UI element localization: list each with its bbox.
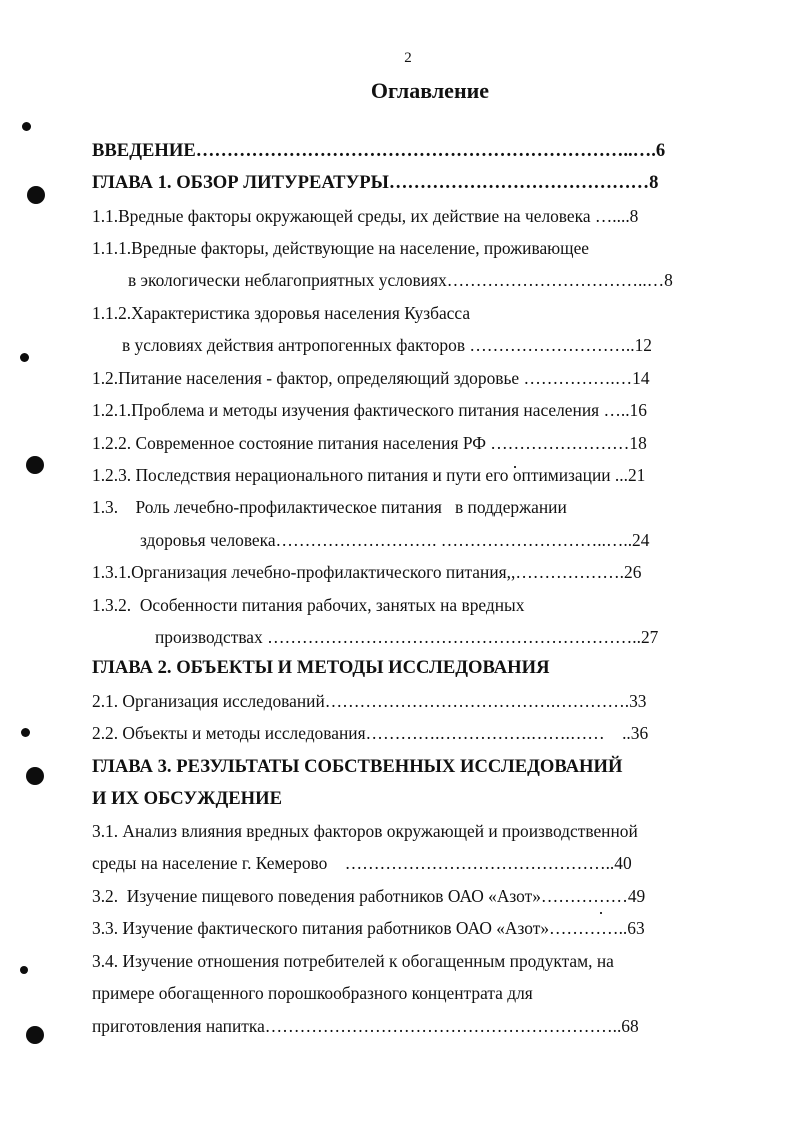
toc-entry-1-3-1[interactable]: 1.3.1.Организация лечебно-профилактического питания,,……………….26 — [92, 562, 642, 582]
toc-chapter-2[interactable]: ГЛАВА 2. ОБЪЕКТЫ И МЕТОДЫ ИССЛЕДОВАНИЯ — [92, 657, 550, 678]
page-title: Оглавление — [370, 78, 490, 103]
toc-entry-3-4-line-2[interactable]: примере обогащенного порошкообразного концентрата для — [92, 983, 533, 1003]
scan-speck-4 — [20, 966, 28, 974]
toc-entry-1-3-2-line-1[interactable]: 1.3.2. Особенности питания рабочих, занятых на вредных — [92, 595, 525, 615]
toc-entry-2-2[interactable]: 2.2. Объекты и методы исследования………….…………….…….…… ..36 — [92, 723, 649, 743]
toc-chapter-1[interactable]: ГЛАВА 1. ОБЗОР ЛИТУРЕАТУРЫ……………………………………8 — [92, 172, 659, 193]
toc-chapter-3-line-2[interactable]: И ИХ ОБСУЖДЕНИЕ — [92, 788, 283, 809]
toc-entry-1-2[interactable]: 1.2.Питание населения - фактор, определяющий здоровье …………….…14 — [92, 368, 650, 388]
toc-entry-1-1-1-line-1[interactable]: 1.1.1.Вредные факторы, действующие на население, проживающее — [92, 238, 590, 258]
toc-entry-1-3-2-line-2[interactable]: производствах ………………………………………………………..27 — [155, 627, 659, 647]
toc-entry-1-2-3[interactable]: 1.2.3. Последствия нерационального питания и пути его оптимизации ...21 — [92, 465, 646, 485]
toc-entry-introduction[interactable]: ВВЕДЕНИЕ……………………………………………………………..….6 — [92, 140, 666, 161]
scan-speck-3 — [21, 728, 30, 737]
toc-entry-1-1-2-line-2[interactable]: в условиях действия антропогенных факторов ………………………..12 — [122, 335, 652, 355]
toc-entry-3-4-line-1[interactable]: 3.4. Изучение отношения потребителей к обогащенным продуктам, на — [92, 951, 614, 971]
toc-entry-3-2[interactable]: 3.2. Изучение пищевого поведения работников ОАО «Азот»……………49 — [92, 886, 646, 906]
toc-chapter-3-line-1[interactable]: ГЛАВА 3. РЕЗУЛЬТАТЫ СОБСТВЕННЫХ ИССЛЕДОВАНИЙ — [92, 756, 623, 777]
toc-entry-3-1-line-1[interactable]: 3.1. Анализ влияния вредных факторов окружающей и производственной — [92, 821, 638, 841]
toc-entry-3-3[interactable]: 3.3. Изучение фактического питания работников ОАО «Азот»…………..63 — [92, 918, 645, 938]
toc-entry-1-3-line-1[interactable]: 1.3. Роль лечебно-профилактическое питания в поддержании — [92, 497, 567, 517]
toc-entry-3-4-line-3[interactable]: приготовления напитка……………………………………………………..68 — [92, 1016, 639, 1036]
toc-entry-1-1[interactable]: 1.1.Вредные факторы окружающей среды, их действие на человека …....8 — [92, 206, 639, 226]
binder-hole-4 — [26, 1026, 44, 1044]
scan-dot-2 — [600, 912, 602, 914]
page-number: 2 — [404, 50, 412, 66]
binder-hole-2 — [26, 456, 44, 474]
toc-entry-3-1-line-2[interactable]: среды на население г. Кемерово ………………………………………..40 — [92, 853, 632, 873]
scan-speck-1 — [22, 122, 31, 131]
toc-entry-1-3-line-2[interactable]: здоровья человека………………………. ………………………..…..24 — [140, 530, 650, 550]
toc-entry-2-1[interactable]: 2.1. Организация исследований………………………………….………….33 — [92, 691, 647, 711]
binder-hole-1 — [27, 186, 45, 204]
toc-entry-1-1-1-line-2[interactable]: в экологически неблагоприятных условиях……………………………..…8 — [128, 270, 673, 290]
scan-speck-2 — [20, 353, 29, 362]
toc-entry-1-2-1[interactable]: 1.2.1.Проблема и методы изучения фактического питания населения …..16 — [92, 400, 647, 420]
binder-hole-3 — [26, 767, 44, 785]
toc-entry-1-2-2[interactable]: 1.2.2. Современное состояние питания населения РФ ……………………18 — [92, 433, 647, 453]
toc-entry-1-1-2-line-1[interactable]: 1.1.2.Характеристика здоровья населения Кузбасса — [92, 303, 471, 323]
